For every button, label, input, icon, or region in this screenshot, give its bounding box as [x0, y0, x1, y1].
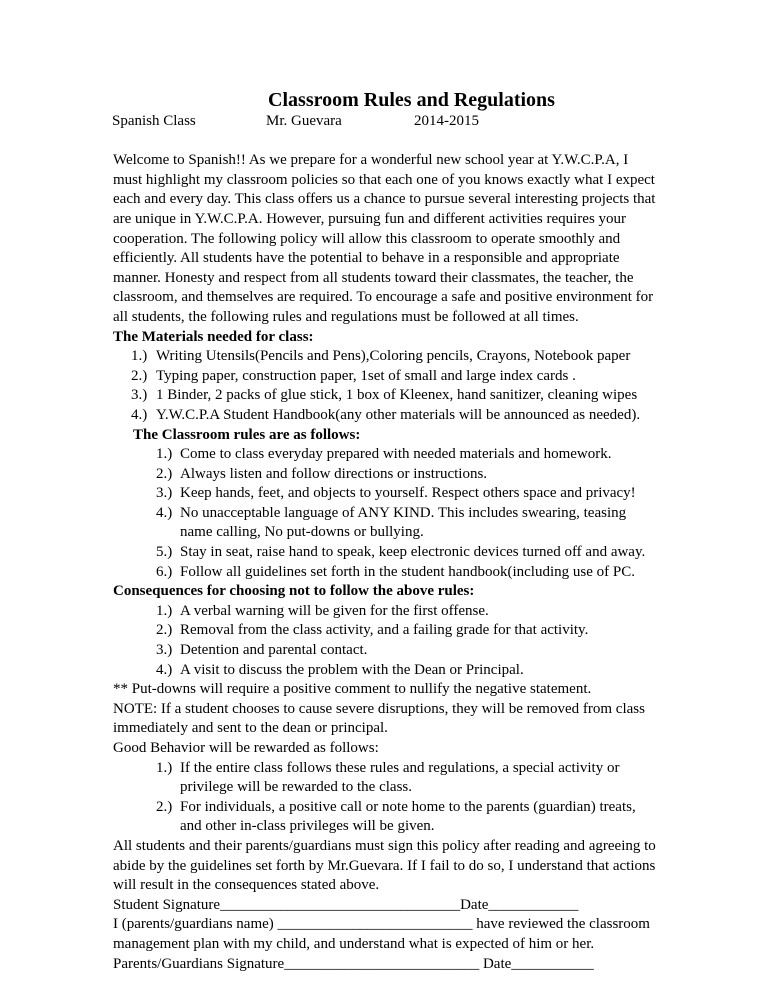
list-item: 3.) Detention and parental contact.	[156, 642, 368, 659]
document-page	[113, 88, 658, 974]
behavior-heading: Good Behavior will be rewarded as follows:	[113, 740, 379, 756]
list-item: 3.) 1 Binder, 2 packs of glue stick, 1 box of Kleenex, hand sanitizer, cleaning wipes	[131, 387, 638, 404]
list-item: 2.) Removal from the class activity, and a failing grade for that activity.	[156, 622, 589, 639]
materials-list	[113, 347, 658, 425]
class-name: Spanish Class	[112, 113, 196, 129]
putdowns-note: ** Put-downs will require a positive comment to nullify the negative statement.	[113, 681, 592, 698]
rules-heading: The Classroom rules are as follows:	[133, 426, 361, 443]
parent-statement: I (parents/guardians name) __________________________ have reviewed the classroom management plan with my child, and understand what is expected of him or her.	[113, 916, 650, 952]
document-title: Classroom Rules and Regulations	[268, 89, 555, 111]
list-item: 1.) If the entire class follows these rules and regulations, a special activity or privilege will be rewarded to the class.	[156, 759, 620, 796]
behavior-list	[113, 759, 658, 837]
materials-heading: The Materials needed for class:	[113, 328, 314, 345]
list-item: 4.) A visit to discuss the problem with the Dean or Principal.	[156, 661, 524, 678]
list-item: 5.) Stay in seat, raise hand to speak, keep electronic devices turned off and away.	[156, 544, 646, 561]
consequences-list	[113, 602, 658, 680]
student-signature-line: Student Signature________________________________Date____________	[113, 896, 579, 913]
parent-signature-line: Parents/Guardians Signature__________________________ Date___________	[113, 955, 594, 972]
list-item: 2.) Always listen and follow directions or instructions.	[156, 465, 488, 482]
list-item: 6.) Follow all guidelines set forth in the student handbook(including use of PC.	[156, 563, 635, 580]
list-item: 2.) Typing paper, construction paper, 1set of small and large index cards .	[131, 367, 576, 384]
agreement-paragraph: All students and their parents/guardians must sign this policy after reading and agreeing to abide by the guidelines set forth by Mr.Guevara. If I fail to do so, I understand that actions will result in the consequences stated above.	[113, 837, 656, 894]
school-year: 2014-2015	[414, 113, 479, 129]
list-item: 1.) Come to class everyday prepared with needed materials and homework.	[156, 446, 612, 463]
intro-paragraph: Welcome to Spanish!! As we prepare for a wonderful new school year at Y.W.C.P.A, I must highlight my classroom policies so that each one of you knows exactly what I expect each and every day. This class offers us a chance to pursue several interesting projects that are unique in Y.W.C.P.A. However, pursuing fun and different activities requires your cooperation. The following policy will allow this classroom to operate smoothly and efficiently. All students have the potential to behave in a responsible and appropriate manner. Honesty and respect from all students toward their classmates, the teacher, the classroom, and themselves are required. To encourage a safe and positive environment for all students, the following rules and regulations must be followed at all times.	[113, 152, 656, 325]
rules-list	[113, 445, 658, 582]
consequences-heading: Consequences for choosing not to follow the above rules:	[113, 583, 475, 600]
teacher-name: Mr. Guevara	[266, 113, 342, 129]
disruption-note: NOTE: If a student chooses to cause severe disruptions, they will be removed from class immediately and sent to the dean or principal.	[113, 700, 645, 737]
header-meta	[113, 112, 658, 132]
list-item: 4.) No unacceptable language of ANY KIND. This includes swearing, teasing name calling, No put-downs or bullying.	[156, 504, 627, 541]
list-item: 1.) A verbal warning will be given for the first offense.	[156, 602, 489, 619]
list-item: 4.) Y.W.C.P.A Student Handbook(any other materials will be announced as needed).	[131, 406, 641, 423]
list-item: 2.) For individuals, a positive call or note home to the parents (guardian) treats, and other in-class privileges will be given.	[156, 798, 636, 835]
list-item: 1.) Writing Utensils(Pencils and Pens),Coloring pencils, Crayons, Notebook paper	[131, 348, 631, 365]
list-item: 3.) Keep hands, feet, and objects to yourself. Respect others space and privacy!	[156, 485, 636, 502]
